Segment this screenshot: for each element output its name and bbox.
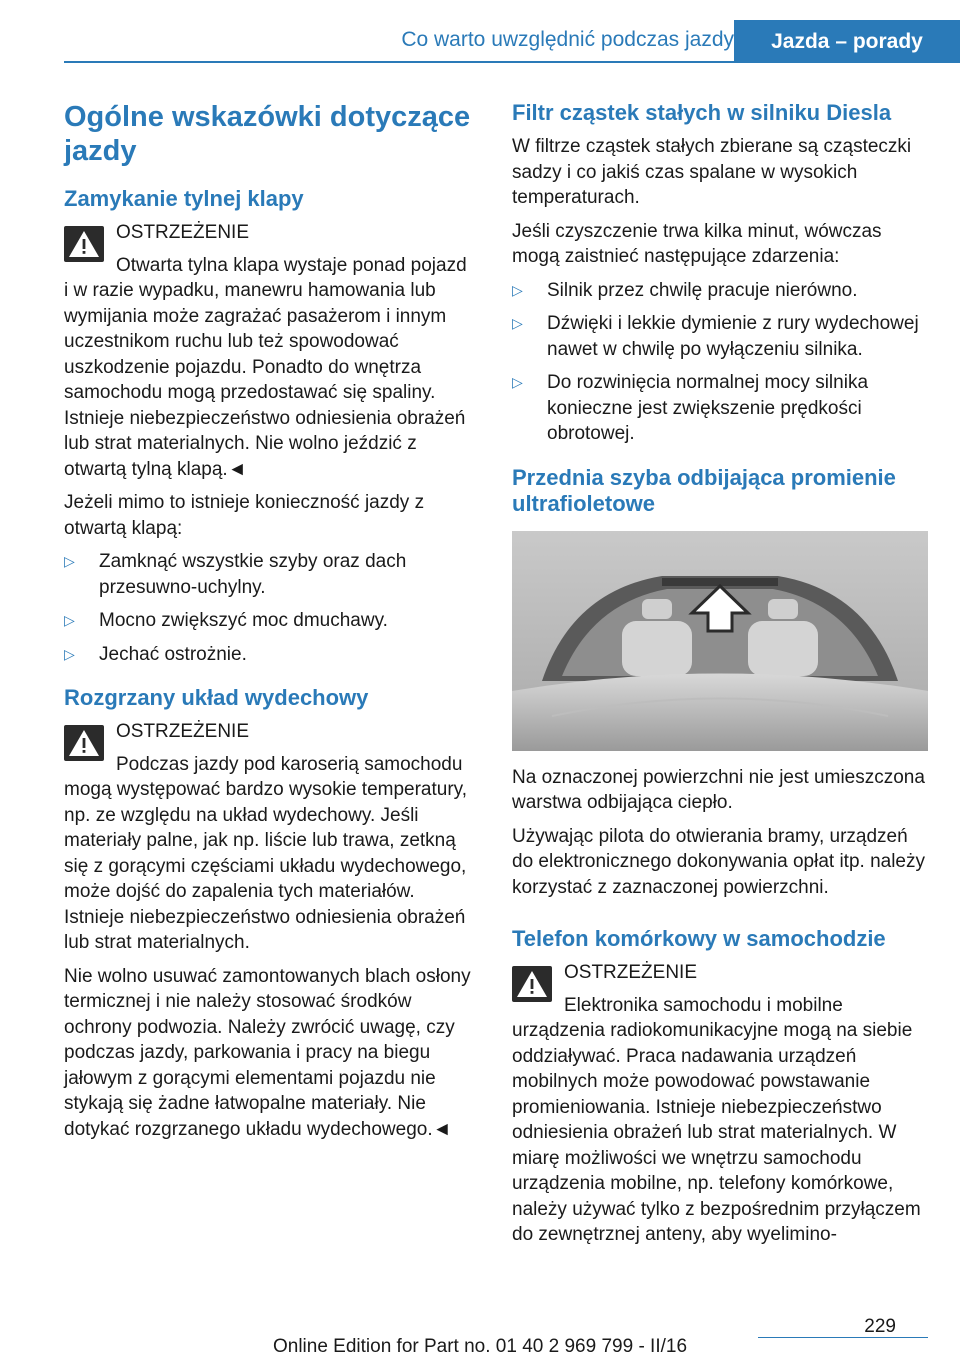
paragraph: Używając pilota do otwierania bramy, urządzeń do elektronicznego dokonywania opłat itp. należy korzystać z zaznaczonej powierzchni. [512, 825, 925, 898]
paragraph: W filtrze cząstek stałych zbierane są cząsteczki sadzy i co jakiś czas spalane w wysokich temperaturach. [512, 136, 912, 208]
page-title: Ogólne wskazówki dotyczące jazdy [64, 101, 471, 167]
heading-windshield: Przednia szyba odbijająca promienie ultrafioletowe [512, 464, 896, 516]
running-header-section: Co warto uwzględnić podczas jazdy [401, 28, 734, 51]
warning-mobile [512, 960, 928, 1248]
warning-label: OSTRZEŻENIE [116, 222, 250, 243]
warning-exhaust [64, 719, 476, 956]
header-rule [64, 61, 960, 63]
warning-label: OSTRZEŻENIE [564, 962, 698, 983]
warning-text: Otwarta tylna klapa wystaje ponad pojazd i w razie wypadku, manewru hamowania lub wymijania może zagrażać pasażerom i innym uczestnikom ruchu lub też spowodować uszkodzenie pojazdu. Ponadto do wnętrza samochodu mogą przedostawać się spaliny. Istnieje niebezpieczeństwo odniesienia obrażeń lub strat materialnych. Nie wolno jeździć z otwartą tylną klapą.◄ [64, 254, 467, 480]
paragraph: Na oznaczonej powierzchni nie jest umieszczona warstwa odbijająca ciepło. [512, 766, 925, 813]
list-item: ▷ Dźwięki i lekkie dymienie z rury wydechowej nawet w chwilę po wyłączeniu silnika. [512, 311, 928, 362]
running-header-chapter: Jazda – porady [734, 20, 960, 63]
edition-footer: Online Edition for Part no. 01 40 2 969 799 - II/16 [272, 1336, 688, 1357]
page-number: 229 [864, 1316, 896, 1337]
warning-text: Podczas jazdy pod karoserią samochodu mogą występować bardzo wysokie temperatury, np. ze względu na układ wydechowy. Jeśli materiały palne, jak np. liście lub trawa, zetkną się z gorącymi częściami układu wydechowego, może dojść do zapalenia tych materiałów. Istnieje niebezpieczeństwo odniesienia obrażeń lub strat materialnych. [64, 753, 468, 953]
list-item: ▷ Mocno zwiększyć moc dmuchawy. [64, 608, 476, 634]
warning-triangle-icon [512, 966, 552, 1002]
heading-tailgate: Zamykanie tylnej klapy [64, 186, 304, 211]
heading-diesel-filter: Filtr cząstek stałych w silniku Diesla [512, 100, 892, 125]
warning-triangle-icon [64, 226, 104, 262]
right-column [512, 100, 928, 1256]
heading-exhaust: Rozgrzany układ wydechowy [64, 685, 369, 710]
warning-triangle-icon [64, 725, 104, 761]
paragraph-intro: Jeżeli mimo to istnieje konieczność jazdy z otwartą klapą: [64, 492, 425, 539]
list-item: ▷ Do rozwinięcia normalnej mocy silnika konieczne jest zwiększenie prędkości obrotowej. [512, 370, 928, 447]
list-item: ▷ Jechać ostrożnie. [64, 642, 476, 668]
warning-label: OSTRZEŻENIE [116, 721, 250, 742]
tailgate-list [64, 549, 476, 667]
paragraph: Jeśli czyszczenie trwa kilka minut, wówczas mogą zaistnieć następujące zdarzenia: [512, 220, 882, 267]
left-column [64, 100, 476, 1150]
warning-text: Elektronika samochodu i mobilne urządzenia radiokomunikacyjne mogą na siebie oddziaływać. Praca nadawania urządzeń mobilnych może powodować powstawanie promieniowania. Istnieje niebezpieczeństwo odniesienia obrażeń lub strat materialnych. W miarę możliwości we wnętrzu samochodu urządzenia mobilne, np. telefony komórkowe, należy używać tylko z bezpośrednim przyłączem do zewnętrznej anteny, aby wyelimino- [512, 994, 921, 1245]
heading-mobile-phone: Telefon komórkowy w samochodzie [512, 926, 886, 951]
diesel-list [512, 278, 928, 447]
list-item: ▷ Silnik przez chwilę pracuje nierówno. [512, 278, 928, 304]
windshield-photo [512, 531, 928, 751]
list-item: ▷ Zamknąć wszystkie szyby oraz dach przesuwno-uchylny. [64, 549, 476, 600]
warning-tailgate [64, 220, 476, 482]
paragraph-exhaust: Nie wolno usuwać zamontowanych blach osłony termicznej i nie należy stosować środków ochrony podwozia. Należy zwrócić uwagę, czy podczas jazdy, parkowania i pracy na biegu jałowym z gorącymi elementami pojazdu nie stykają się żadne łatwopalne materiały. Nie dotykać rozgrzanego układu wydechowego.◄ [64, 965, 471, 1140]
